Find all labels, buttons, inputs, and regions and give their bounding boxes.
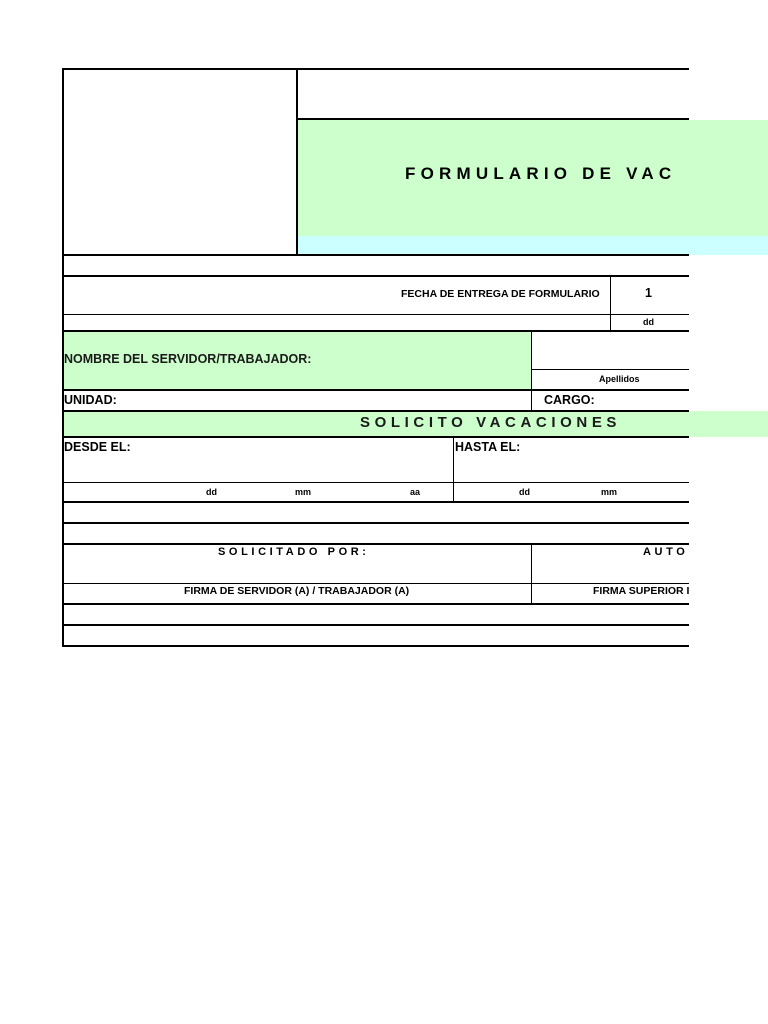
from-month-caption: mm [295,487,312,497]
bottom-border [62,645,689,647]
unit-label: UNIDAD: [64,393,117,407]
position-field[interactable] [598,391,689,410]
date-caption-line [62,482,689,483]
requested-by-label: SOLICITADO POR: [218,546,370,558]
position-label: CARGO: [544,393,595,407]
from-date-field[interactable] [64,456,452,482]
logo-bottom-line [62,254,689,256]
date-value-divider [610,276,611,331]
delivery-day-value: 1 [645,286,652,300]
date-range-divider [453,437,454,502]
row-line-9 [62,543,689,545]
row-line-8 [62,522,689,524]
employee-name-label: NOMBRE DEL SERVIDOR/TRABAJADOR: [64,352,312,366]
employee-signature-caption: FIRMA DE SERVIDOR (A) / TRABAJADOR (A) [184,585,410,597]
surname-caption-line [532,369,689,370]
row-line-6 [62,436,689,438]
delivery-date-label: FECHA DE ENTREGA DE FORMULARIO [401,288,600,300]
request-banner-text: SOLICITO VACACIONES [360,414,622,431]
supervisor-signature-caption: FIRMA SUPERIOR I [593,585,689,597]
employee-signature-area[interactable] [64,560,530,583]
signature-divider [531,544,532,604]
top-border [62,68,689,70]
from-date-label: DESDE EL: [64,440,131,454]
title-top-line [297,118,689,120]
delivery-day-caption: dd [643,317,654,327]
form-title: FORMULARIO DE VAC [405,164,677,183]
from-day-caption: dd [206,487,217,497]
row-line-5 [62,410,689,412]
name-value-divider [531,331,532,411]
supervisor-signature-area[interactable] [533,560,689,583]
row-line-7 [62,501,689,503]
from-year-caption: aa [410,487,421,497]
to-month-caption: mm [601,487,618,497]
row-line-1 [62,275,689,277]
row-line-10 [62,603,689,605]
row-line-2 [62,314,689,315]
to-day-caption: dd [519,487,530,497]
to-date-label: HASTA EL: [455,440,521,454]
logo-right-line [296,68,298,256]
row-line-11 [62,624,689,626]
unit-field[interactable] [130,391,530,410]
signature-line [62,583,689,584]
surname-caption: Apellidos [599,374,640,384]
authorized-by-label: AUTO [643,546,689,558]
to-date-field[interactable] [455,456,689,482]
employee-name-field[interactable] [533,332,689,369]
